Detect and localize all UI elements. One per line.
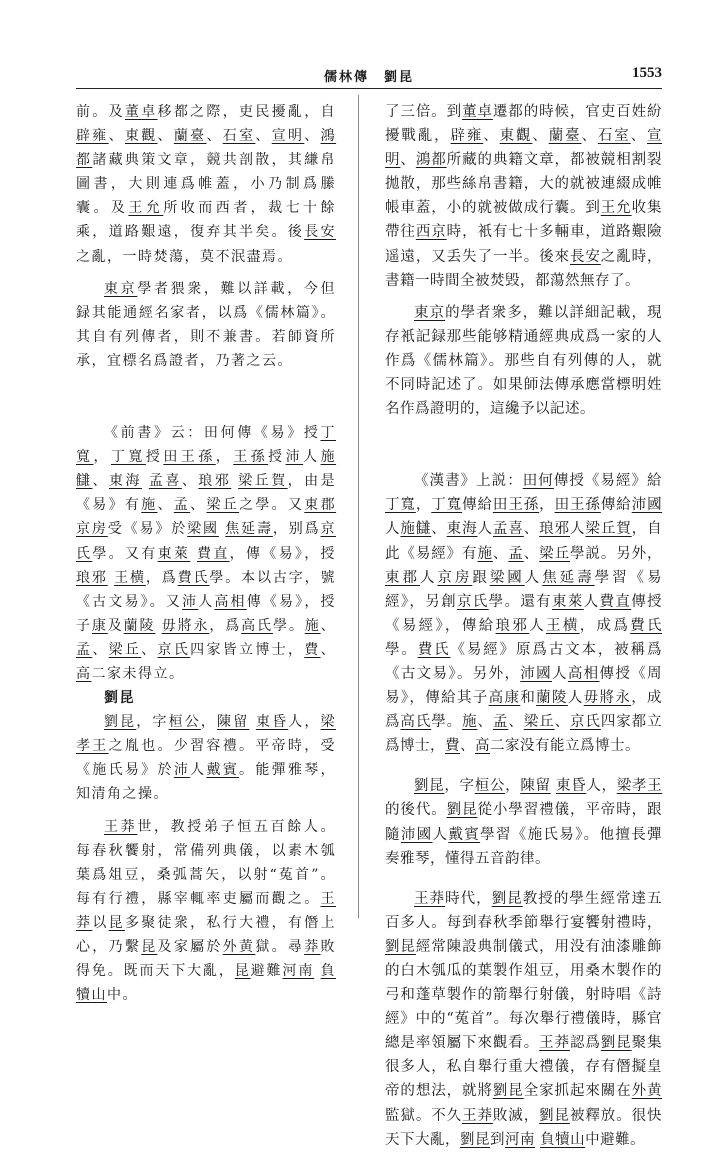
proper-noun: 梁孝王 xyxy=(616,778,663,795)
text-run: 敗滅， xyxy=(492,1107,540,1124)
text-run: 的學者衆多，難以詳細記載，現存衹記録那些能够精通經典成爲一家的人作爲《儒林篇》。那些自有列傳的人，就不同時記述了。如果師法傳承應當標明姓名作爲證明的，這纔予以記述。 xyxy=(385,304,663,418)
proper-noun: 王横 xyxy=(114,569,146,586)
proper-noun: 田王孫 xyxy=(163,449,216,466)
proper-noun: 費直 xyxy=(197,545,230,562)
proper-noun: 王横 xyxy=(546,617,580,634)
proper-noun: 長安 xyxy=(304,224,337,241)
text-run: 、 xyxy=(400,152,416,169)
text-run: 學。本以古字，號《古文易》。又 xyxy=(76,569,337,610)
translation-paragraph-5 xyxy=(385,887,662,1152)
proper-noun: 毋將永 xyxy=(583,690,632,707)
text-run: 所收而西者，裁七十餘乘，道路艱遠，復弃其半矣。後 xyxy=(76,200,337,241)
text-run: 學者猥衆，難以詳載，今但録其能通經名家者，以爲《儒林篇》。其自有列傳者，則不兼書。若師資所承，宜標名爲證者，乃著之云。 xyxy=(76,280,337,369)
text-run: 之亂時，書籍一時間全被焚毁，都蕩然無存了。 xyxy=(385,248,663,289)
text-run: 、 xyxy=(157,497,174,514)
text-run: 人 xyxy=(419,569,438,586)
column-divider xyxy=(358,95,359,918)
proper-noun: 王莽 xyxy=(462,1107,493,1124)
text-run: 和 xyxy=(520,690,537,707)
proper-noun: 孟 xyxy=(76,641,93,658)
proper-noun: 蘭臺 xyxy=(548,128,582,145)
text-run: 。能彈雅琴，知清角之操。 xyxy=(76,762,337,803)
text-run: 、 xyxy=(92,473,109,490)
text-run: ，字 xyxy=(136,714,169,731)
proper-noun: 施讎 xyxy=(400,521,432,538)
classical-paragraph-4 xyxy=(76,710,336,806)
proper-noun: 康 xyxy=(91,617,108,634)
text-run: 二家未得立。 xyxy=(91,665,185,682)
text-run: ， xyxy=(200,714,218,731)
text-run: 傳《易》，授子 xyxy=(76,593,336,634)
text-run: 《易經》原爲古文本，被稱爲《古文易》。另外， xyxy=(385,641,662,682)
text-run: ， xyxy=(539,497,555,514)
text-run: 人， xyxy=(288,714,321,731)
text-run: 、 xyxy=(523,521,540,538)
text-run: ，成爲 xyxy=(579,617,631,634)
text-run: 收集帶往 xyxy=(385,200,663,241)
proper-noun: 孟喜 xyxy=(492,521,524,538)
text-run: 《前書》云：田何傳《易》授 xyxy=(104,425,321,442)
text-run: ， xyxy=(415,497,432,514)
proper-noun: 梁丘 xyxy=(206,497,240,514)
text-run: 人 xyxy=(385,521,401,538)
proper-noun: 梁丘 xyxy=(108,641,142,658)
text-run: 從小學習禮儀，平帝時，跟隨 xyxy=(385,802,663,843)
proper-noun: 沛 xyxy=(173,762,191,779)
text-run xyxy=(249,714,256,730)
proper-noun: 高 xyxy=(475,738,490,755)
text-run: 傳給 xyxy=(462,497,493,514)
classical-paragraph-1 xyxy=(76,100,336,269)
text-run: ，爲 xyxy=(209,617,242,634)
text-run: 、 xyxy=(181,473,199,490)
proper-noun: 宣明 xyxy=(271,128,305,145)
proper-noun: 沛 xyxy=(285,449,304,466)
text-run: 、 xyxy=(483,128,500,145)
section-heading: 劉昆 xyxy=(104,690,135,707)
proper-noun: 東昏 xyxy=(555,778,587,795)
proper-noun: 東京 xyxy=(414,304,446,321)
proper-noun: 沛國 xyxy=(400,826,433,843)
proper-noun: 高相 xyxy=(567,665,600,682)
proper-noun: 費氏 xyxy=(177,569,210,586)
proper-noun: 丁寬 xyxy=(385,497,416,514)
classical-paragraph-3 xyxy=(76,421,336,686)
text-run: 之胤也。少習容禮。平帝時，受《施氏易》於 xyxy=(76,738,337,779)
proper-noun: 高康 xyxy=(488,690,521,707)
proper-noun: 長安 xyxy=(569,248,601,265)
text-run: 監獄。不久 xyxy=(385,1107,463,1124)
proper-noun: 陳留 xyxy=(520,778,551,795)
proper-noun: 莽 xyxy=(304,939,321,955)
text-run: 、 xyxy=(320,617,337,634)
proper-noun: 施 xyxy=(141,497,158,514)
text-run: 學。 xyxy=(385,641,418,658)
proper-noun: 宣明 xyxy=(385,128,662,169)
text-run: 傳授《周易》，傳給其子 xyxy=(385,665,663,707)
text-run: 學習《施氏易》。他擅長彈奏雅琴，懂得五音韵律。 xyxy=(385,826,663,867)
text-run: 人 xyxy=(529,617,547,634)
text-run: 獄。尋 xyxy=(255,939,305,955)
proper-noun: 梁國 xyxy=(187,521,219,538)
translation-column xyxy=(385,100,662,1152)
proper-noun: 王孫 xyxy=(233,449,269,466)
proper-noun: 琅邪 xyxy=(76,569,108,586)
text-run: 之學。又 xyxy=(239,497,305,514)
translation-paragraph-4 xyxy=(385,774,662,870)
proper-noun: 焦延壽 xyxy=(225,521,273,538)
proper-noun: 劉昆 xyxy=(600,1035,632,1052)
text-run: 、 xyxy=(523,545,540,562)
text-run: 傳授《易經》，傳給 xyxy=(385,593,663,634)
proper-noun: 東昏 xyxy=(255,714,289,731)
text-run: 、 xyxy=(492,545,509,562)
proper-noun: 丁寬 xyxy=(431,497,463,514)
proper-noun: 東海 xyxy=(108,473,142,490)
text-run: 之亂，一時焚蕩，莫不泯盡焉。 xyxy=(76,248,293,265)
proper-noun: 王莽 xyxy=(104,818,138,835)
text-run: 、 xyxy=(581,128,598,145)
text-run: 、 xyxy=(630,128,647,145)
text-run: 人 xyxy=(477,521,493,538)
text-run: 人 xyxy=(432,826,449,843)
text-run: 全家抓起來關在 xyxy=(523,1083,632,1100)
text-run: 中。 xyxy=(107,987,138,1004)
proper-noun: 王允 xyxy=(128,200,164,217)
text-run: ，由是《易》有 xyxy=(76,473,337,514)
proper-noun: 梁丘 xyxy=(523,714,555,731)
text-run: 《漢書》上説： xyxy=(414,473,523,490)
text-run: 授 xyxy=(145,449,164,466)
proper-noun: 負犢山 xyxy=(540,1131,586,1148)
text-run: ， xyxy=(215,449,234,466)
proper-noun: 蘭陵 xyxy=(123,617,156,634)
text-run: ，成爲 xyxy=(385,690,663,731)
proper-noun: 梁丘賀 xyxy=(585,521,632,538)
text-run: 跟 xyxy=(472,569,490,586)
proper-noun: 劉昆 xyxy=(385,938,416,955)
text-run: 多聚徒衆，私行大禮，有僭上心，乃繫 xyxy=(76,914,337,955)
running-head: 儒林傳 劉昆 xyxy=(323,70,414,85)
proper-noun: 桓公 xyxy=(474,778,506,795)
proper-noun: 琅邪 xyxy=(198,473,232,490)
proper-noun: 費氏 xyxy=(417,641,451,658)
text-run: 二家没有能立爲博士。 xyxy=(490,738,640,755)
text-run: 、 xyxy=(477,714,493,731)
proper-noun: 毋將永 xyxy=(161,617,210,634)
text-run: 避難 xyxy=(250,963,283,980)
text-run: 四家皆立博士， xyxy=(190,641,305,658)
proper-noun: 西京 xyxy=(415,224,447,241)
proper-noun: 王允 xyxy=(600,200,632,217)
proper-noun: 王莽 xyxy=(539,1035,570,1052)
proper-noun: 焦延壽 xyxy=(542,569,595,586)
proper-noun: 東觀 xyxy=(124,128,158,145)
text-run: ，自此《易經》有 xyxy=(385,521,663,562)
proper-noun: 劉昆 xyxy=(492,1083,524,1100)
proper-noun: 施讎 xyxy=(76,449,337,490)
text-run: 遷都的時候，官吏百姓紛擾戰亂， xyxy=(385,104,663,145)
text-run xyxy=(142,473,149,489)
proper-noun: 孟 xyxy=(492,714,509,731)
text-run: 移都之際，吏民擾亂，自 xyxy=(157,104,337,120)
text-run: 人 xyxy=(190,762,207,779)
text-run: 學。又有 xyxy=(92,545,158,562)
proper-noun: 昆 xyxy=(108,914,125,931)
text-run: 學説。另外， xyxy=(570,545,663,562)
proper-noun: 施 xyxy=(462,714,478,731)
text-run: 人 xyxy=(198,593,215,610)
text-run: 、 xyxy=(508,714,524,731)
text-run: 世，教授弟子恒五百餘人。每春秋饗射，常備列典儀，以素木瓠葉爲俎豆，桑弧蒿矢，以射“菟首”。每有行禮，縣宰輒率吏屬而觀之。 xyxy=(76,818,337,907)
proper-noun: 董卓 xyxy=(124,104,158,120)
text-run: 前。及 xyxy=(76,104,125,120)
text-run: 、 xyxy=(157,128,174,145)
proper-noun: 東萊 xyxy=(552,593,584,610)
proper-noun: 王莽 xyxy=(76,890,336,931)
text-run: 時，衹有七十多輛車，道路艱險遥遠，又丢失了一半。後來 xyxy=(385,224,663,265)
text-run: 中避難。 xyxy=(585,1131,646,1148)
proper-noun: 東海 xyxy=(446,521,478,538)
text-run: 、 xyxy=(304,128,321,145)
proper-noun: 孟喜 xyxy=(148,473,182,490)
proper-noun: 高 xyxy=(76,665,92,682)
text-run: 、 xyxy=(460,738,475,755)
proper-noun: 東郡 xyxy=(304,497,337,514)
proper-noun: 孟 xyxy=(173,497,191,514)
text-run: 、 xyxy=(532,128,549,145)
text-run: 及 xyxy=(107,617,124,634)
proper-noun: 辟雍 xyxy=(76,128,109,145)
text-run: 人 xyxy=(551,665,568,682)
proper-noun: 費直 xyxy=(599,593,632,610)
text-run: 、 xyxy=(320,641,337,658)
text-run: 、 xyxy=(141,641,158,658)
text-run: 以 xyxy=(92,914,109,931)
text-run: 人 xyxy=(524,569,543,586)
proper-noun: 京氏 xyxy=(157,641,191,658)
text-run: 人 xyxy=(570,521,586,538)
proper-noun: 田何 xyxy=(522,473,554,490)
text-run: 學。 xyxy=(431,714,463,731)
text-run: 學。還有 xyxy=(488,593,552,610)
text-run: 、 xyxy=(190,497,207,514)
text-run: 所藏的典籍文章，都被競相割裂拋散，那些絲帛書籍，大的就被連綴成帷帳車蓋，小的就被做成行囊。到 xyxy=(385,152,663,217)
proper-noun: 外黄 xyxy=(222,939,256,955)
proper-noun: 費氏 xyxy=(630,617,662,634)
proper-noun: 蘭臺 xyxy=(173,128,207,145)
text-run: 、 xyxy=(255,128,272,145)
proper-noun: 桓公 xyxy=(168,714,201,731)
text-run: 教授的學生經常達五百多人。每到春秋季節舉行宴饗射禮時， xyxy=(385,890,663,931)
proper-noun: 施 xyxy=(304,617,321,634)
proper-noun: 京氏 xyxy=(76,521,337,562)
proper-noun: 京房 xyxy=(76,521,108,538)
proper-noun: 梁丘賀 xyxy=(238,473,288,490)
text-run: 了三倍。到 xyxy=(385,104,463,120)
proper-noun: 田王孫 xyxy=(554,497,601,514)
page-header xyxy=(76,64,662,89)
proper-noun: 辟雍 xyxy=(450,128,484,145)
proper-noun: 鴻都 xyxy=(415,152,447,169)
proper-noun: 沛國 xyxy=(631,497,663,514)
proper-noun: 河南 xyxy=(505,1131,535,1148)
text-run: ，别爲 xyxy=(272,521,321,538)
text-run: 學。 xyxy=(272,617,305,634)
text-run: 授 xyxy=(268,449,286,466)
proper-noun: 東萊 xyxy=(157,545,191,562)
proper-noun: 戴賓 xyxy=(448,826,481,843)
proper-noun: 劉昆 xyxy=(539,1107,570,1124)
proper-noun: 沛 xyxy=(182,593,199,610)
proper-noun: 高相 xyxy=(214,593,247,610)
proper-noun: 琅邪 xyxy=(495,617,530,634)
proper-noun: 京氏 xyxy=(570,714,601,731)
proper-noun: 沛國 xyxy=(520,665,552,682)
classical-paragraph-2 xyxy=(76,277,336,373)
proper-noun: 鴻都 xyxy=(76,128,337,169)
text-run: 到 xyxy=(490,1131,505,1148)
proper-noun: 石室 xyxy=(222,128,256,145)
proper-noun: 東觀 xyxy=(499,128,533,145)
proper-noun: 昆 xyxy=(234,963,251,980)
proper-noun: 高氏 xyxy=(241,617,273,634)
text-run: 四家都立爲博士， xyxy=(385,714,663,755)
text-run: ，傳《易》，授 xyxy=(229,545,337,562)
text-run: 的後代。 xyxy=(385,802,447,819)
translation-paragraph-1 xyxy=(385,100,662,293)
proper-noun: 負犢山 xyxy=(76,963,337,1004)
text-run: 敗得免。既而天下大亂， xyxy=(76,939,337,980)
proper-noun: 丁寬 xyxy=(76,425,336,466)
page-number: 1553 xyxy=(632,65,662,81)
text-run: 認爲 xyxy=(569,1035,601,1052)
proper-noun: 陳留 xyxy=(217,714,250,731)
text-run: 人 xyxy=(303,449,321,466)
text-run: 時代， xyxy=(445,890,492,907)
proper-noun: 劉昆 xyxy=(414,778,445,795)
proper-noun: 丁寬 xyxy=(110,449,146,466)
text-run: 、 xyxy=(108,128,125,145)
text-run: 被釋放。很快天下大亂， xyxy=(385,1107,663,1148)
proper-noun: 高氏 xyxy=(400,714,432,731)
proper-noun: 河南 xyxy=(282,963,315,980)
proper-noun: 董卓 xyxy=(462,104,493,120)
text-run: ，爲 xyxy=(145,569,178,586)
text-run: 傳授《易經》給 xyxy=(553,473,663,490)
proper-noun: 梁國 xyxy=(489,569,525,586)
proper-noun: 費 xyxy=(445,738,460,755)
proper-noun: 費 xyxy=(304,641,321,658)
proper-noun: 施 xyxy=(477,545,493,562)
proper-noun: 孟 xyxy=(508,545,524,562)
proper-noun: 劉昆 xyxy=(104,714,137,731)
classical-paragraph-5 xyxy=(76,815,336,1008)
classical-text-column xyxy=(76,100,336,1007)
text-run: 、 xyxy=(554,714,571,731)
text-run: 人 xyxy=(567,690,584,707)
proper-noun: 劉昆 xyxy=(460,1131,490,1148)
proper-noun: 梁丘 xyxy=(539,545,570,562)
text-run: 聚集很多人，私自舉行重大禮儀，存有僭擬皇帝的想法，就將 xyxy=(385,1035,663,1100)
text-run xyxy=(190,546,197,562)
text-run: 諸藏典策文章，競共剖散，其縑帛圖書，大則連爲帷蓋，小乃制爲縢囊。及 xyxy=(76,152,337,217)
text-run: 、 xyxy=(206,128,223,145)
proper-noun: 田王孫 xyxy=(492,497,540,514)
proper-noun: 石室 xyxy=(597,128,631,145)
text-run: 學習《易經》，另創 xyxy=(385,569,663,610)
text-run: 、 xyxy=(92,641,109,658)
text-run: ， xyxy=(505,778,521,795)
text-run: ，字 xyxy=(444,778,475,795)
proper-noun: 戴賓 xyxy=(206,762,240,779)
proper-noun: 京氏 xyxy=(456,593,489,610)
proper-noun: 東京 xyxy=(104,280,138,297)
proper-noun: 劉昆 xyxy=(446,802,478,819)
text-run: 人 xyxy=(583,593,600,610)
proper-noun: 王莽 xyxy=(414,890,446,907)
text-run: ， xyxy=(93,449,111,466)
text-run: 、 xyxy=(431,521,447,538)
proper-noun: 琅邪 xyxy=(539,521,570,538)
proper-noun: 梁孝王 xyxy=(76,714,337,755)
proper-noun: 昆 xyxy=(141,939,158,955)
proper-noun: 蘭陵 xyxy=(536,690,568,707)
proper-noun: 京房 xyxy=(437,569,473,586)
proper-noun: 東郡 xyxy=(385,569,420,586)
proper-noun: 劉昆 xyxy=(491,890,523,907)
text-run: 人， xyxy=(586,778,617,795)
text-run: 受《易》於 xyxy=(107,521,188,538)
translation-paragraph-3 xyxy=(385,469,662,758)
proper-noun: 外黄 xyxy=(631,1083,663,1100)
text-run: 經常陳設典制儀式，用没有油漆雕飾的白木瓠瓜的葉製作俎豆，用桑木製作的弓和蓬草製作的箭舉行射儀，射時唱《詩經》中的“菟首”。每次舉行禮儀時，縣官總是率領屬下來觀看。 xyxy=(385,938,663,1052)
text-run: 及家屬於 xyxy=(157,939,223,955)
translation-paragraph-2 xyxy=(385,301,662,421)
text-run: 傳給 xyxy=(600,497,632,514)
